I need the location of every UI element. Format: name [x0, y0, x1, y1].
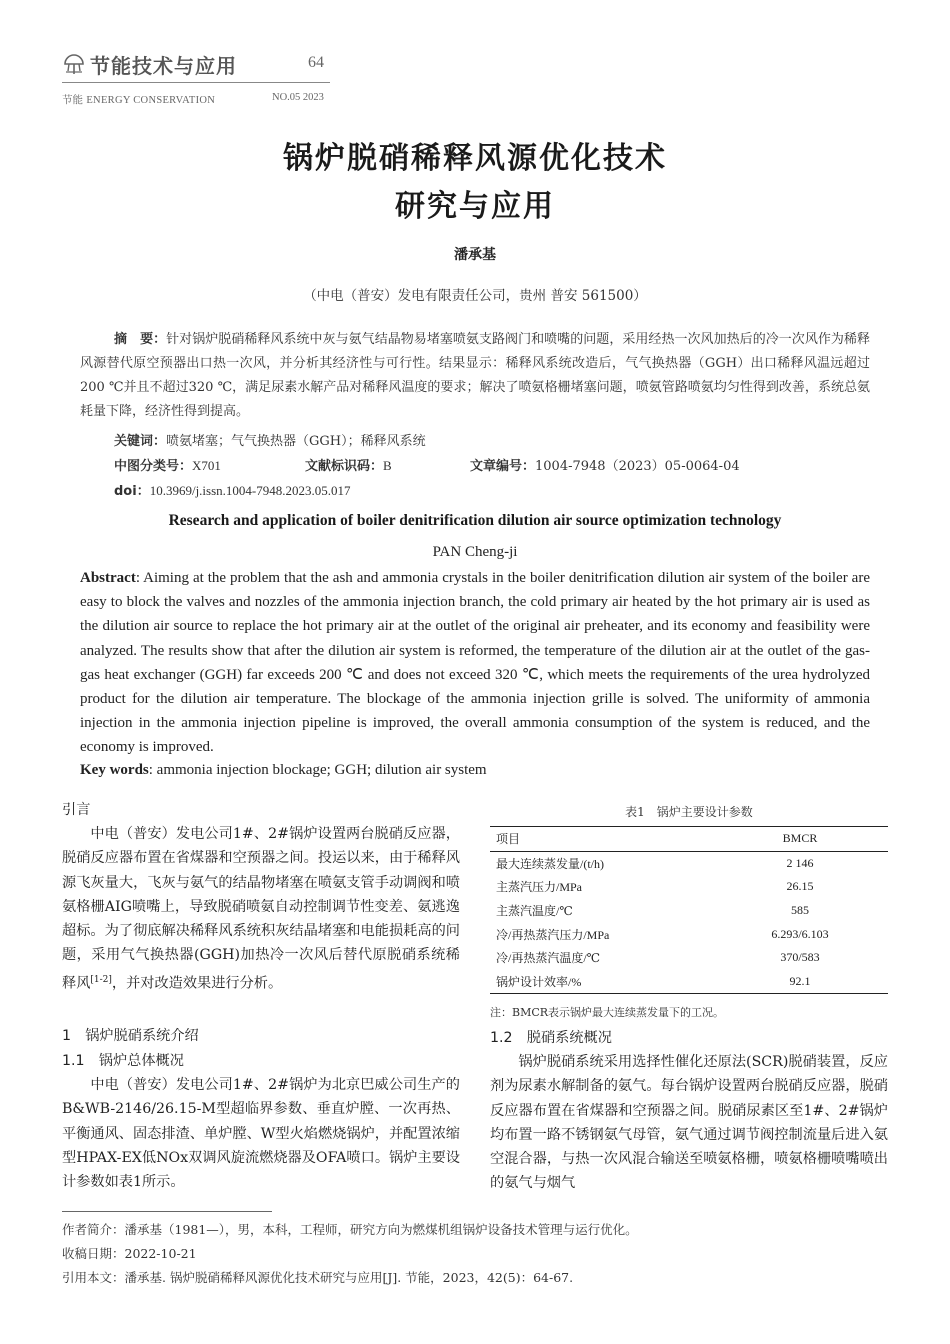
- table-cell-item: 最大连续蒸发量/(t/h): [496, 856, 604, 871]
- footnote-received-date: 收稿日期：2022-10-21: [62, 1246, 197, 1261]
- journal-subtitle-cn: 节能: [62, 94, 83, 106]
- table-row: [490, 899, 888, 923]
- table-row: [490, 946, 888, 970]
- document-code-value: B: [383, 458, 392, 473]
- intro-text: 中电（普安）发电公司1#、2#锅炉设置两台脱硝反应器，脱硝反应器布置在省煤器和空预器之间。投运以来，由于稀释风源飞灰量大，飞灰与氨气的结晶物堵塞在喷氨支管手动调阀和喷氨格栅AIG喷嘴上，导致脱硝喷氨自动控制调节性变差、氨逃逸超标。为了彻底解决稀释风系统积灰结晶堵塞和电能损耗高的问题，采用气气换热器(GGH)加热冷一次风后替代原脱硝系统稀释风: [62, 826, 460, 992]
- article-number-label: 文章编号：: [470, 459, 536, 474]
- keywords-cn-text: 喷氨堵塞；气气换热器（GGH）；稀释风系统: [166, 434, 426, 449]
- footnote-citation: 引用本文：潘承基. 锅炉脱硝稀释风源优化技术研究与应用[J]. 节能，2023，42(5)：64-67.: [62, 1270, 574, 1285]
- keywords-en: [80, 762, 487, 779]
- document-code: [305, 455, 392, 474]
- classification-value: X701: [192, 458, 221, 473]
- section1-heading: 1 锅炉脱硝系统介绍: [62, 1028, 199, 1044]
- author-name-en: PAN Cheng-ji: [432, 544, 518, 560]
- journal-name: 节能技术与应用: [90, 54, 237, 78]
- doi: [114, 480, 351, 499]
- classification-label: 中图分类号：: [114, 459, 193, 474]
- abstract-cn-label: 摘 要：: [114, 332, 167, 347]
- author-affiliation: （中电（普安）发电有限责任公司，贵州 普安 561500）: [303, 288, 647, 304]
- section11-paragraph: 中电（普安）发电公司1#、2#锅炉为北京巴威公司生产的B&WB-2146/26.15-M型超临界参数、垂直炉膛、一次再热、平衡通风、固态排渣、单炉膛、W型火焰燃烧锅炉，并配置浓缩型HPAX-EX低NOx双调风旋流燃烧器及OFA喷口。锅炉主要设计参数如表1所示。: [62, 1077, 460, 1191]
- table1-caption: 表1 锅炉主要设计参数: [625, 805, 753, 819]
- abstract-en-text: : Aiming at the problem that the ash and ammonia crystals in the boiler denitrification dilution air system of the boiler are easy to block the valves and nozzles of the ammonia injection branch, the cold primary air heated by the hot primary air is used as the dilution air source to replace the hot primary air at the outlet of the original air preheater, and its economy and feasibility were analyzed. The results show that after the dilution air system is reformed, the temperature of the dilution air at the outlet of the gas-gas heat exchanger (GGH) far exceeds 200 ℃ and does not exceed 320 ℃, which meets the requirements of the urea hydrolyzed product for the dilution air temperature. The blockage of the ammonia injection grille is solved. The uniformity of ammonia injection in the ammonia injection pipeline is improved, the overall ammonia consumption of the system is reduced, and the economy is improved.: [80, 570, 870, 756]
- abstract-en-label: Abstract: [80, 570, 136, 586]
- paper-title-en: Research and application of boiler denitrification dilution air source optimization technology: [168, 512, 782, 529]
- journal-subtitle-en: ENERGY CONSERVATION: [86, 95, 216, 106]
- journal-subtitle: [62, 92, 215, 107]
- table-row: [490, 875, 888, 899]
- page-number: 64: [308, 54, 324, 71]
- abstract-cn-text: 针对锅炉脱硝稀释风系统中灰与氨气结晶物易堵塞喷氨支路阀门和喷嘴的问题，采用经热一次风加热后的冷一次风作为稀释风源替代原空预器出口热一次风，并分析其经济性与可行性。结果显示：稀释风系统改造后，气气换热器（GGH）出口稀释风温远超过200 ℃并且不超过320 ℃，满足尿素水解产品对稀释风温度的要求；解决了喷氨格栅堵塞问题，喷氨管路喷氨均匀性得到改善，系统总氨耗量下降，经济性得到提高。: [80, 332, 870, 419]
- intro-paragraph: [62, 822, 460, 996]
- paper-title-line1: 锅炉脱硝稀释风源优化技术: [283, 141, 667, 176]
- table-cell-value: 92.1: [712, 970, 888, 994]
- article-number-value: 1004-7948（2023）05-0064-04: [535, 459, 740, 474]
- keywords-en-text: : ammonia injection blockage; GGH; dilution air system: [148, 762, 487, 778]
- table-cell-item: 主蒸汽温度/℃: [496, 904, 573, 919]
- section12-paragraph: 锅炉脱硝系统采用选择性催化还原法(SCR)脱硝装置，反应剂为尿素水解制备的氨气。每台锅炉设置两台脱硝反应器，脱硝反应器布置在省煤器和空预器之间。脱硝尿素区至1#、2#锅炉均布置一路不锈钢氨气母管，氨气通过调节阀控制流量后进入氨空混合器，与热一次风混合输送至喷氨格栅，喷氨格栅喷嘴喷出的氨气与烟气: [490, 1054, 888, 1192]
- footnote-divider: [62, 1211, 272, 1212]
- table1-note: 注：BMCR表示锅炉最大连续蒸发量下的工况。: [490, 1006, 725, 1019]
- section12-heading: 1.2 脱硝系统概况: [490, 1030, 612, 1046]
- table-header-item: 项目: [490, 827, 712, 852]
- table-cell-value: 2 146: [786, 855, 814, 870]
- abstract-cn: [80, 328, 870, 424]
- classification-number: [114, 455, 221, 474]
- header-divider: [62, 82, 330, 83]
- keywords-en-label: Key words: [80, 762, 149, 778]
- boiler-design-parameters-table: [490, 826, 888, 994]
- journal-emblem-icon: [62, 52, 86, 76]
- table-cell-value: 6.293/6.103: [771, 926, 829, 941]
- issue-label: NO.05 2023: [272, 92, 324, 103]
- table-cell-item: 主蒸汽压力/MPa: [496, 880, 583, 895]
- table-header-row: [490, 827, 888, 852]
- table-row: [490, 970, 888, 994]
- table-row: [490, 851, 888, 875]
- document-code-label: 文献标识码：: [305, 459, 384, 474]
- doi-label: doi：: [114, 484, 150, 499]
- table-cell-value: 26.15: [786, 879, 814, 894]
- intro-heading: 引言: [62, 802, 91, 818]
- paper-title-line2: 研究与应用: [395, 189, 555, 224]
- table-header-bmcr: BMCR: [712, 827, 888, 852]
- table-cell-value: 370/583: [780, 950, 820, 965]
- section11-heading: 1.1 锅炉总体概况: [62, 1053, 184, 1069]
- intro-tail: ，并对改造效果进行分析。: [111, 975, 283, 992]
- table-cell-item: 冷/再热蒸汽压力/MPa: [496, 927, 610, 942]
- intro-citation[interactable]: [1-2]: [90, 974, 112, 985]
- doi-value[interactable]: 10.3969/j.issn.1004-7948.2023.05.017: [149, 483, 351, 498]
- keywords-cn: [114, 430, 426, 449]
- keywords-cn-label: 关键词：: [114, 434, 167, 449]
- author-name: 潘承基: [454, 247, 496, 263]
- table-cell-value: 585: [791, 903, 809, 918]
- footnote-author-bio: 作者简介：潘承基（1981—），男，本科，工程师，研究方向为燃煤机组锅炉设备技术管理与运行优化。: [62, 1222, 638, 1237]
- table-cell-item: 冷/再热蒸汽温度/℃: [496, 951, 601, 966]
- abstract-en: [80, 566, 870, 760]
- article-number: [470, 455, 740, 474]
- table-cell-item: 锅炉设计效率/%: [490, 970, 712, 994]
- table-row: [490, 922, 888, 946]
